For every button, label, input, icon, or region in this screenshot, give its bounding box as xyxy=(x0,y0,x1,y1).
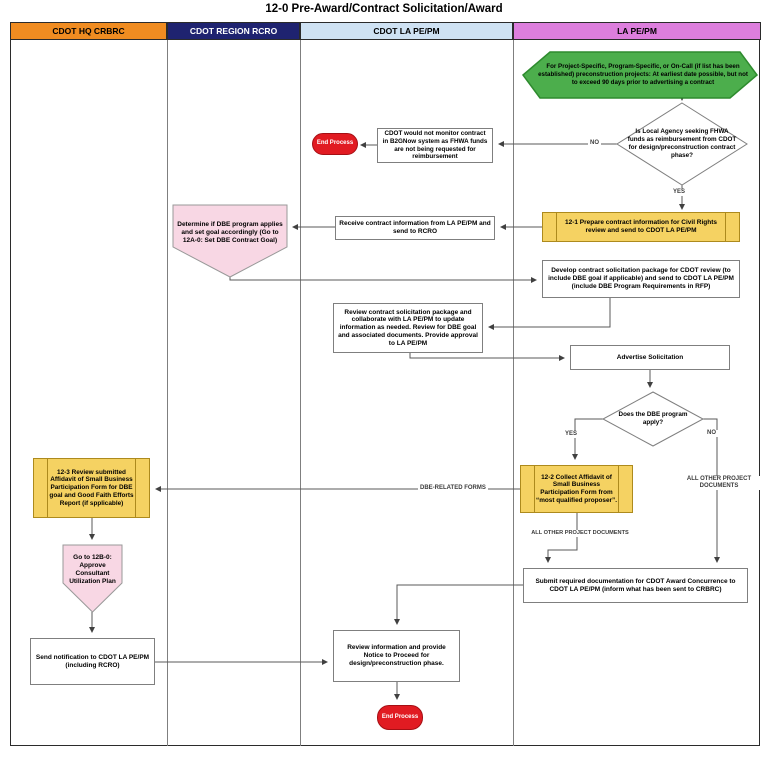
edge-label-all-other-docs-right: ALL OTHER PROJECT DOCUMENTS xyxy=(677,476,761,490)
predefined-12-1-prepare: 12-1 Prepare contract information for Civil Rights review and send to CDOT LA PE/PM xyxy=(542,212,740,242)
lane-header-label: CDOT LA PE/PM xyxy=(373,26,440,36)
lane-header-label: CDOT REGION RCRO xyxy=(189,26,278,36)
offpage-approve-utilization-text: Go to 12B-0: Approve Consultant Utilization Plan xyxy=(69,553,116,586)
edge-label-no-dbe: NO xyxy=(707,430,716,436)
connector-dbe-yes xyxy=(575,419,603,459)
process-receive-info: Receive contract information from LA PE/PM and send to RCRO xyxy=(335,216,495,240)
fhwa-decision-text: Is Local Agency seeking FHWA funds as reimbursement from CDOT for design/preconstruction contract phase? xyxy=(627,128,737,159)
edge-label-dbe-related-forms: DBE-RELATED FORMS xyxy=(420,485,486,491)
edge-label-yes-dbe: YES xyxy=(565,431,578,437)
page-title: 12-0 Pre-Award/Contract Solicitation/Award xyxy=(265,3,503,15)
connector-122-to-submit xyxy=(548,513,577,562)
dbe-decision-text: Does the DBE program apply? xyxy=(618,411,688,426)
connector-determine-to-develop xyxy=(230,277,536,280)
process-develop-package: Develop contract solicitation package for CDOT review (to include DBE goal if applicable) and send to CDOT LA PE/PM (include DBE Program Requirements in RFP) xyxy=(542,260,740,298)
predefined-12-3-review: 12-3 Review submitted Affidavit of Small Business Participation Form for DBE goal and Good Faith Efforts Report (if spplicable) xyxy=(33,458,150,518)
process-submit-docs: Submit required documentation for CDOT Award Concurrence to CDOT LA PE/PM (inform what has been sent to CRBRC) xyxy=(523,568,748,603)
connector-develop-to-review xyxy=(489,298,610,327)
process-review-package: Review contract solicitation package and collaborate with LA PE/PM to update information as needed. Review for DBE goal and associated documents. Provide approval to LA PE/PM xyxy=(333,303,483,353)
edge-label-yes-fhwa: YES xyxy=(673,189,686,195)
terminator-end-process-2: End Process xyxy=(377,705,423,730)
process-advertise: Advertise Solicitation xyxy=(570,345,730,370)
connector-dbe-no xyxy=(703,419,717,562)
terminator-end-process-1: End Process xyxy=(312,133,358,155)
lane-header-label: LA PE/PM xyxy=(617,26,657,36)
process-send-notification: Send notification to CDOT LA PE/PM (including RCRO) xyxy=(30,638,155,685)
predefined-12-2-collect: 12-2 Collect Affidavit of Small Business Participation Form from “most qualified proposer”. xyxy=(520,465,633,513)
edge-label-all-other-docs-below: ALL OTHER PROJECT DOCUMENTS xyxy=(522,530,638,537)
offpage-set-dbe-goal-text: Determine if DBE program applies and set goal accordingly (Go to 12A-0: Set DBE Contract Goal) xyxy=(177,220,283,245)
connector-submit-to-ntp xyxy=(397,585,523,624)
edge-label-no-fhwa: NO xyxy=(590,140,599,146)
process-review-ntp: Review information and provide Notice to Proceed for design/preconstruction phase. xyxy=(333,630,460,682)
start-note-text: For Project-Specific, Program-Specific, or On-Call (if list has been established) preconstruction projects: At earliest date possible, but not to exceed 90 days prior to advertising a contract xyxy=(538,63,748,86)
process-no-monitor: CDOT would not monitor contract in B2GNow system as FHWA funds are not being requested for reimbursement xyxy=(377,128,493,163)
connector-review-to-advertise xyxy=(410,353,564,358)
lane-header-label: CDOT HQ CRBRC xyxy=(52,26,125,36)
